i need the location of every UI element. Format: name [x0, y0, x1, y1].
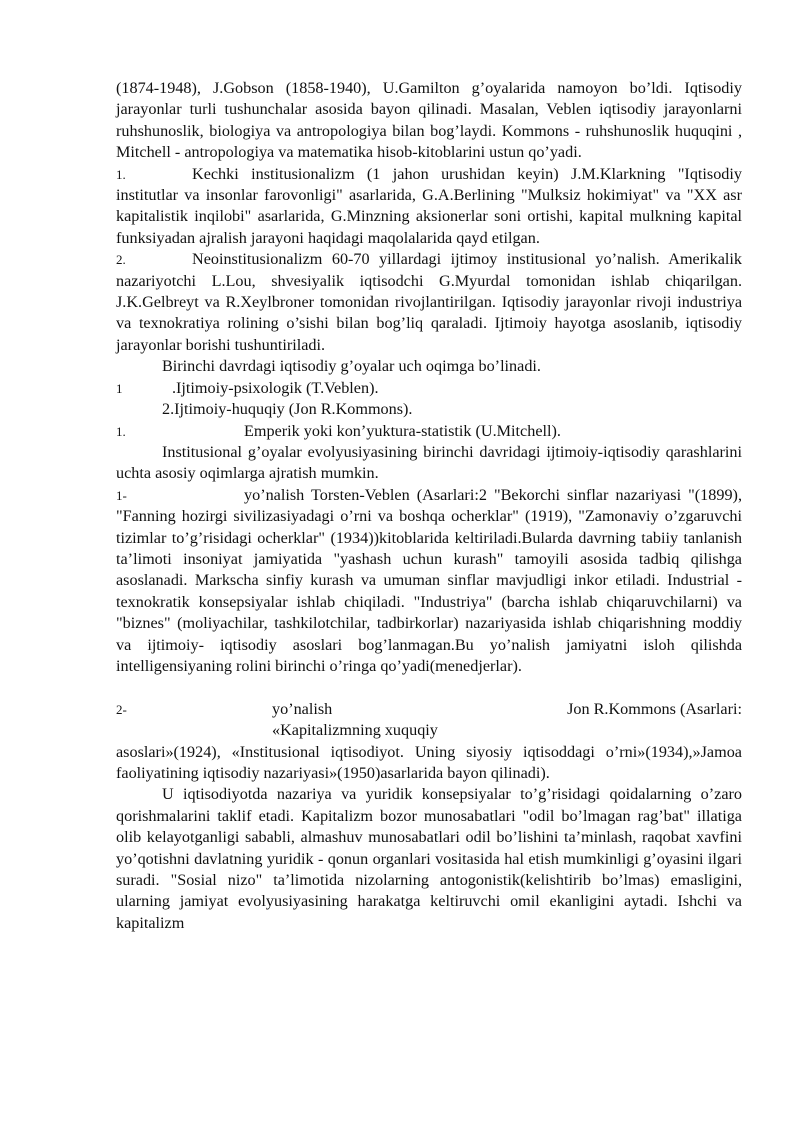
list-item-text: yo’nalish Torsten-Veblen (Asarlari:2 "Bekorchi sinflar nazariyasi "(1899), "Fanning hozirgi sivilizasiyadagi o’rni va boshqa ocherklar" (1919), "Zamonaviy o’zgaruvchi tizimlar to’g’risidagi ocherklar" (1934))kitoblarida keltiriladi.Bularda davrning tabiiy tanlanish ta’limoti insoniyat jamiyatida "yashash uchun kurash" tamoyili asosida tadbiq qilishga asoslanadi. Markscha sinfiy kurash va umuman sinflar mavjudligi inkor etiladi. Industrial -texnokratik konsepsiyalar ishlab chiqiladi. "Industriya" (barcha ishlab chiqaruvchilarni) va "biznes" (moliyachilar, tashkilotchilar, tadbirkorlar) nazariyasida ishlab chiqarishning moddiy va ijtimoiy- iqtisodiy asoslari bog’lanmagan.Bu yo’nalish jamiyatni isloh qilishda intelligensiyaning rolini birinchi o’ringa qo’yadi(menedjerlar). — [116, 485, 742, 675]
paragraph-intro: (1874-1948), J.Gobson (1858-1940), U.Gamilton g’oyalarida namoyon bo’ldi. Iqtisodiy jarayonlar turli tushunchalar asosida bayon qilinadi. Masalan, Veblen iqtisodiy jarayonlarni ruhshunoslik, biologiya va antropologiya bilan bog’laydi. Kommons - ruhshunoslik huquqini , Mitchell - antropologiya va matematika hisob-kitoblarini ustun qo’yadi. — [116, 79, 742, 162]
document-page — [116, 78, 742, 934]
list-item-late-institutionalism — [116, 164, 742, 250]
direction-2-subheader — [116, 720, 742, 741]
direction-2-text: asoslari»(1924), «Institusional iqtisodiyot. Uning siyosiy iqtisoddagi o’rni»(1934),»Jamoa faoliyatining iqtisodiy nazariyasi»(1950)asarlarida bayon qilinadi). — [116, 742, 742, 782]
direction-2-label: yo’nalish — [272, 699, 333, 718]
list-number: 1. — [116, 166, 126, 182]
blank-line — [116, 677, 742, 698]
paragraph-last: U iqtisodiyotda nazariya va yuridik konsepsiyalar to’g’risidagi qoidalarning o’zaro qorishmalarini taklif etadi. Kapitalizm bozor munosabatlari "odil bo’lmagan rag’bat" illatiga olib kelayotganligi sababli, almashuv munosabatlari odil bo’lishini ta’minlash, raqobat xavfini yo’qotishni davlatning yuridik - qonun organlari vositasida hal etish mumkinligi g’oyasini ilgari suradi. "Sosial nizo" ta’limotida nizolarning antogonistik(kelishtirib bo’lmas) emasligini, ularning jamiyat evolyusiyasining harakatga keltiruvchi omil ekanligini aytadi. Ishchi va kapitalizm — [116, 785, 742, 932]
list-item-text: Kechki institusionalizm (1 jahon urushidan keyin) J.M.Klarkning "Iqtisodiy institutlar va insonlar farovonligi" asarlarida, G.A.Berlining "Mulksiz hokimiyat" va "XX asr kapitalistik inqilobi" asarlarida, G.Minzning aksionerlar soni ortishi, kapital mulkning kapital funksiyadan ajralish jarayoni haqidagi maqolalarida qayd etilgan. — [116, 164, 742, 247]
stream-item-2: 2.Ijtimoiy-huquqiy (Jon R.Kommons). — [162, 400, 413, 419]
direction-1 — [116, 485, 742, 678]
list-number: 2. — [116, 252, 126, 268]
direction-2-author: Jon R.Kommons (Asarlari: — [567, 699, 742, 718]
list-number: 2- — [116, 701, 127, 717]
list-item-neoinstitutionalism — [116, 249, 742, 356]
list-item-text: Neoinstitusionalizm 60-70 yillardagi ijtimoy institusional yo’nalish. Amerikalik nazariyotchi L.Lou, shvesiyalik iqtisodchi G.Myurdal tomonidan ishlab chiqarilgan. J.K.Gelbreyt va R.Xeylbroner tomonidan rivojlantirilgan. Iqtisodiy jarayonlar rivoji industriya va texnokratiya rolining o’sishi bilan bog’liq qaraladi. Ijtimoiy hayotga asoslanib, iqtisodiy jarayonlar borishi tushuntiriladi. — [116, 250, 742, 354]
stream-item-3 — [116, 421, 742, 442]
list-item-text: Emperik yoki kon’yuktura-statistik (U.Mitchell). — [244, 421, 561, 440]
list-number: 1- — [116, 487, 127, 503]
stream-item-1 — [116, 378, 742, 399]
direction-2-title: «Kapitalizmning xuquqiy — [272, 721, 438, 740]
list-number: 1 — [116, 380, 123, 396]
list-number: 1. — [116, 423, 126, 439]
list-item-text: .Ijtimoiy-psixologik (T.Veblen). — [172, 378, 379, 397]
paragraph-first-period: Birinchi davrdagi iqtisodiy g’oyalar uch oqimga bo’linadi. — [162, 357, 541, 376]
paragraph-institutional-views: Institusional g’oyalar evolyusiyasining birinchi davridagi ijtimoiy-iqtisodiy qarashlarini uchta asosiy oqimlarga ajratish mumkin. — [116, 442, 742, 483]
direction-2-header — [116, 699, 742, 720]
